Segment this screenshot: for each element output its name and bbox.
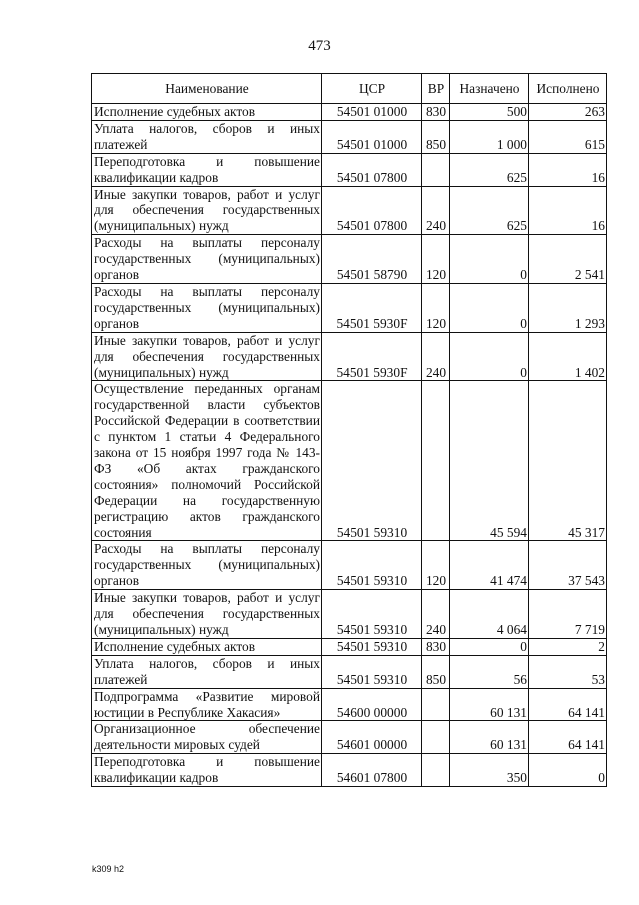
row-csr-cell: 54501 07800 xyxy=(322,153,422,186)
row-vr-cell: 120 xyxy=(422,235,450,284)
row-executed-cell: 1 402 xyxy=(529,332,607,381)
row-assigned-cell: 0 xyxy=(450,283,529,332)
row-vr-cell xyxy=(422,153,450,186)
table-row xyxy=(92,283,607,332)
row-csr-cell: 54601 00000 xyxy=(322,721,422,754)
row-assigned-cell: 0 xyxy=(450,332,529,381)
row-vr-cell xyxy=(422,381,450,541)
row-executed-cell: 64 141 xyxy=(529,688,607,721)
row-executed-cell: 16 xyxy=(529,153,607,186)
row-assigned-cell: 0 xyxy=(450,638,529,655)
table-row xyxy=(92,104,607,121)
page-number: 473 xyxy=(308,38,331,54)
row-name-cell: Расходы на выплаты персоналу государственных (муниципальных) органов xyxy=(92,283,322,332)
row-name-cell: Исполнение судебных актов xyxy=(92,104,322,121)
row-name-cell: Иные закупки товаров, работ и услуг для обеспечения государственных (муниципальных) нужд xyxy=(92,186,322,235)
row-assigned-cell: 4 064 xyxy=(450,590,529,639)
row-vr-cell: 120 xyxy=(422,541,450,590)
row-assigned-cell: 60 131 xyxy=(450,688,529,721)
row-csr-cell: 54501 59310 xyxy=(322,638,422,655)
table-row xyxy=(92,153,607,186)
row-csr-cell: 54501 5930F xyxy=(322,332,422,381)
table-header-row xyxy=(92,74,607,104)
row-csr-cell: 54501 59310 xyxy=(322,381,422,541)
row-executed-cell: 2 xyxy=(529,638,607,655)
table-row xyxy=(92,688,607,721)
row-executed-cell: 615 xyxy=(529,120,607,153)
row-csr-cell: 54501 59310 xyxy=(322,541,422,590)
row-assigned-cell: 60 131 xyxy=(450,721,529,754)
row-name-cell: Организационное обеспечение деятельности мировых судей xyxy=(92,721,322,754)
row-csr-cell: 54501 07800 xyxy=(322,186,422,235)
row-csr-cell: 54501 01000 xyxy=(322,104,422,121)
row-assigned-cell: 45 594 xyxy=(450,381,529,541)
table-row xyxy=(92,235,607,284)
header-name: Наименование xyxy=(92,74,322,104)
row-name-cell: Осуществление переданных органам государственной власти субъектов Российской Федерации в соответствии с пунктом 1 статьи 4 Федерального закона от 15 ноября 1997 года № 143-ФЗ «Об актах гражданского состояния» полномочий Российской Федерации на государственную регистрацию актов гражданского состояния xyxy=(92,381,322,541)
row-csr-cell: 54600 00000 xyxy=(322,688,422,721)
table-body xyxy=(92,104,607,787)
row-assigned-cell: 41 474 xyxy=(450,541,529,590)
table-row xyxy=(92,638,607,655)
row-executed-cell: 53 xyxy=(529,655,607,688)
row-csr-cell: 54501 58790 xyxy=(322,235,422,284)
row-executed-cell: 1 293 xyxy=(529,283,607,332)
row-assigned-cell: 0 xyxy=(450,235,529,284)
row-executed-cell: 2 541 xyxy=(529,235,607,284)
row-csr-cell: 54601 07800 xyxy=(322,754,422,787)
table-row xyxy=(92,754,607,787)
table-row xyxy=(92,590,607,639)
header-vr: ВР xyxy=(422,74,450,104)
table-row xyxy=(92,120,607,153)
table-row xyxy=(92,381,607,541)
row-name-cell: Уплата налогов, сборов и иных платежей xyxy=(92,655,322,688)
row-executed-cell: 37 543 xyxy=(529,541,607,590)
row-assigned-cell: 500 xyxy=(450,104,529,121)
row-csr-cell: 54501 59310 xyxy=(322,655,422,688)
row-name-cell: Иные закупки товаров, работ и услуг для обеспечения государственных (муниципальных) нужд xyxy=(92,332,322,381)
row-name-cell: Уплата налогов, сборов и иных платежей xyxy=(92,120,322,153)
row-executed-cell: 64 141 xyxy=(529,721,607,754)
row-name-cell: Расходы на выплаты персоналу государственных (муниципальных) органов xyxy=(92,541,322,590)
row-assigned-cell: 1 000 xyxy=(450,120,529,153)
header-csr: ЦСР xyxy=(322,74,422,104)
row-name-cell: Иные закупки товаров, работ и услуг для обеспечения государственных (муниципальных) нужд xyxy=(92,590,322,639)
row-executed-cell: 16 xyxy=(529,186,607,235)
table-row xyxy=(92,332,607,381)
row-name-cell: Расходы на выплаты персоналу государственных (муниципальных) органов xyxy=(92,235,322,284)
row-name-cell: Подпрограмма «Развитие мировой юстиции в Республике Хакасия» xyxy=(92,688,322,721)
table-row xyxy=(92,721,607,754)
row-vr-cell: 850 xyxy=(422,120,450,153)
row-csr-cell: 54501 5930F xyxy=(322,283,422,332)
row-vr-cell: 850 xyxy=(422,655,450,688)
row-vr-cell: 830 xyxy=(422,638,450,655)
row-executed-cell: 0 xyxy=(529,754,607,787)
row-name-cell: Переподготовка и повышение квалификации кадров xyxy=(92,153,322,186)
row-vr-cell xyxy=(422,688,450,721)
row-vr-cell: 240 xyxy=(422,332,450,381)
header-assigned: Назначено xyxy=(450,74,529,104)
row-vr-cell xyxy=(422,754,450,787)
table-row xyxy=(92,541,607,590)
table-row xyxy=(92,655,607,688)
row-assigned-cell: 350 xyxy=(450,754,529,787)
row-executed-cell: 7 719 xyxy=(529,590,607,639)
row-vr-cell: 240 xyxy=(422,590,450,639)
budget-table xyxy=(91,73,607,787)
row-csr-cell: 54501 01000 xyxy=(322,120,422,153)
row-vr-cell: 830 xyxy=(422,104,450,121)
row-csr-cell: 54501 59310 xyxy=(322,590,422,639)
row-vr-cell: 240 xyxy=(422,186,450,235)
row-assigned-cell: 625 xyxy=(450,186,529,235)
row-vr-cell: 120 xyxy=(422,283,450,332)
table-row xyxy=(92,186,607,235)
row-vr-cell xyxy=(422,721,450,754)
row-executed-cell: 45 317 xyxy=(529,381,607,541)
row-executed-cell: 263 xyxy=(529,104,607,121)
header-executed: Исполнено xyxy=(529,74,607,104)
row-name-cell: Исполнение судебных актов xyxy=(92,638,322,655)
footer-code: k309 h2 xyxy=(92,864,125,874)
row-assigned-cell: 56 xyxy=(450,655,529,688)
row-assigned-cell: 625 xyxy=(450,153,529,186)
row-name-cell: Переподготовка и повышение квалификации кадров xyxy=(92,754,322,787)
